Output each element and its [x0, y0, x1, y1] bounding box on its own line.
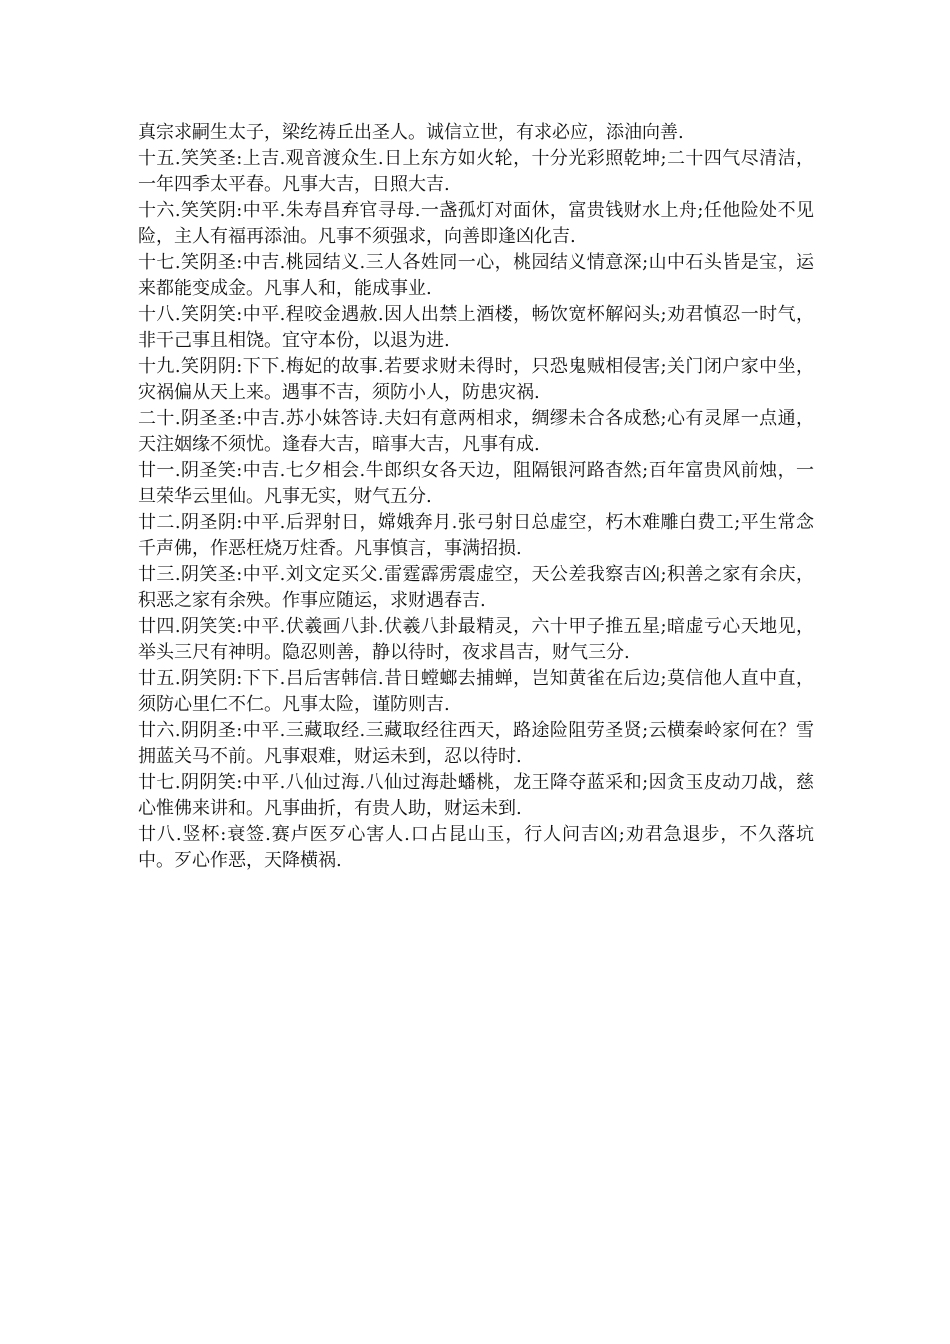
paragraph: 廿一.阴圣笑:中吉.七夕相会.牛郎织女各天边，阻隔银河路杳然;百年富贵风前烛，一旦荣华云里仙。凡事无实，财气五分.	[138, 460, 814, 507]
paragraph: 十八.笑阴笑:中平.程咬金遇赦.因人出禁上酒楼，畅饮宽杯解闷头;劝君慎忍一时气，非干己事且相饶。宜守本份，以退为进.	[138, 304, 814, 351]
paragraph: 廿七.阴阴笑:中平.八仙过海.八仙过海赴蟠桃，龙王降夺蓝采和;因贪玉皮动刀战，慈心惟佛来讲和。凡事曲折，有贵人助，财运未到.	[138, 772, 814, 819]
paragraph: 廿三.阴笑圣:中平.刘文定买父.雷霆霹雳震虚空，天公差我察吉凶;积善之家有余庆，积恶之家有余殃。作事应随运，求财遇春吉.	[138, 564, 814, 611]
paragraph: 十七.笑阴圣:中吉.桃园结义.三人各姓同一心，桃园结义情意深;山中石头皆是宝，运来都能变成金。凡事人和，能成事业.	[138, 252, 814, 299]
paragraph: 廿八.竖杯:衰签.赛卢医歹心害人.口占昆山玉，行人问吉凶;劝君急退步，不久落坑中。歹心作恶，天降横祸.	[138, 824, 814, 871]
paragraph: 十九.笑阴阴:下下.梅妃的故事.若要求财未得时，只恐鬼贼相侵害;关门闭户家中坐，灾祸偏从天上来。遇事不吉，须防小人，防患灾祸.	[138, 356, 814, 403]
paragraph: 廿四.阴笑笑:中平.伏羲画八卦.伏羲八卦最精灵，六十甲子推五星;暗虚亏心天地见，举头三尺有神明。隐忍则善，静以待时，夜求昌吉，财气三分.	[138, 616, 814, 663]
paragraph: 廿二.阴圣阴:中平.后羿射日，嫦娥奔月.张弓射日总虚空，朽木难雕白费工;平生常念千声佛，作恶枉烧万炷香。凡事慎言，事满招损.	[138, 512, 814, 559]
paragraph: 廿五.阴笑阴:下下.吕后害韩信.昔日螳螂去捕蝉，岂知黄雀在后边;莫信他人直中直，须防心里仁不仁。凡事太险，谨防则吉.	[138, 668, 814, 715]
paragraph: 十六.笑笑阴:中平.朱寿昌弃官寻母.一盏孤灯对面休，富贵钱财水上舟;任他险处不见险，主人有福再添油。凡事不须强求，向善即逢凶化吉.	[138, 200, 814, 247]
document-body	[138, 120, 814, 874]
paragraph: 二十.阴圣圣:中吉.苏小妹答诗.夫妇有意两相求，绸缪未合各成愁;心有灵犀一点通，天注姻缘不须忧。逢春大吉，暗事大吉，凡事有成.	[138, 408, 814, 455]
paragraph: 十五.笑笑圣:上吉.观音渡众生.日上东方如火轮，十分光彩照乾坤;二十四气尽清洁，一年四季太平春。凡事大吉，日照大吉.	[138, 148, 814, 195]
paragraph: 真宗求嗣生太子，梁纥祷丘出圣人。诚信立世，有求必应，添油向善.	[138, 122, 684, 143]
paragraph: 廿六.阴阴圣:中平.三藏取经.三藏取经往西天，路途险阻劳圣贤;云横秦岭家何在？雪拥蓝关马不前。凡事艰难，财运未到，忍以待时.	[138, 720, 814, 767]
